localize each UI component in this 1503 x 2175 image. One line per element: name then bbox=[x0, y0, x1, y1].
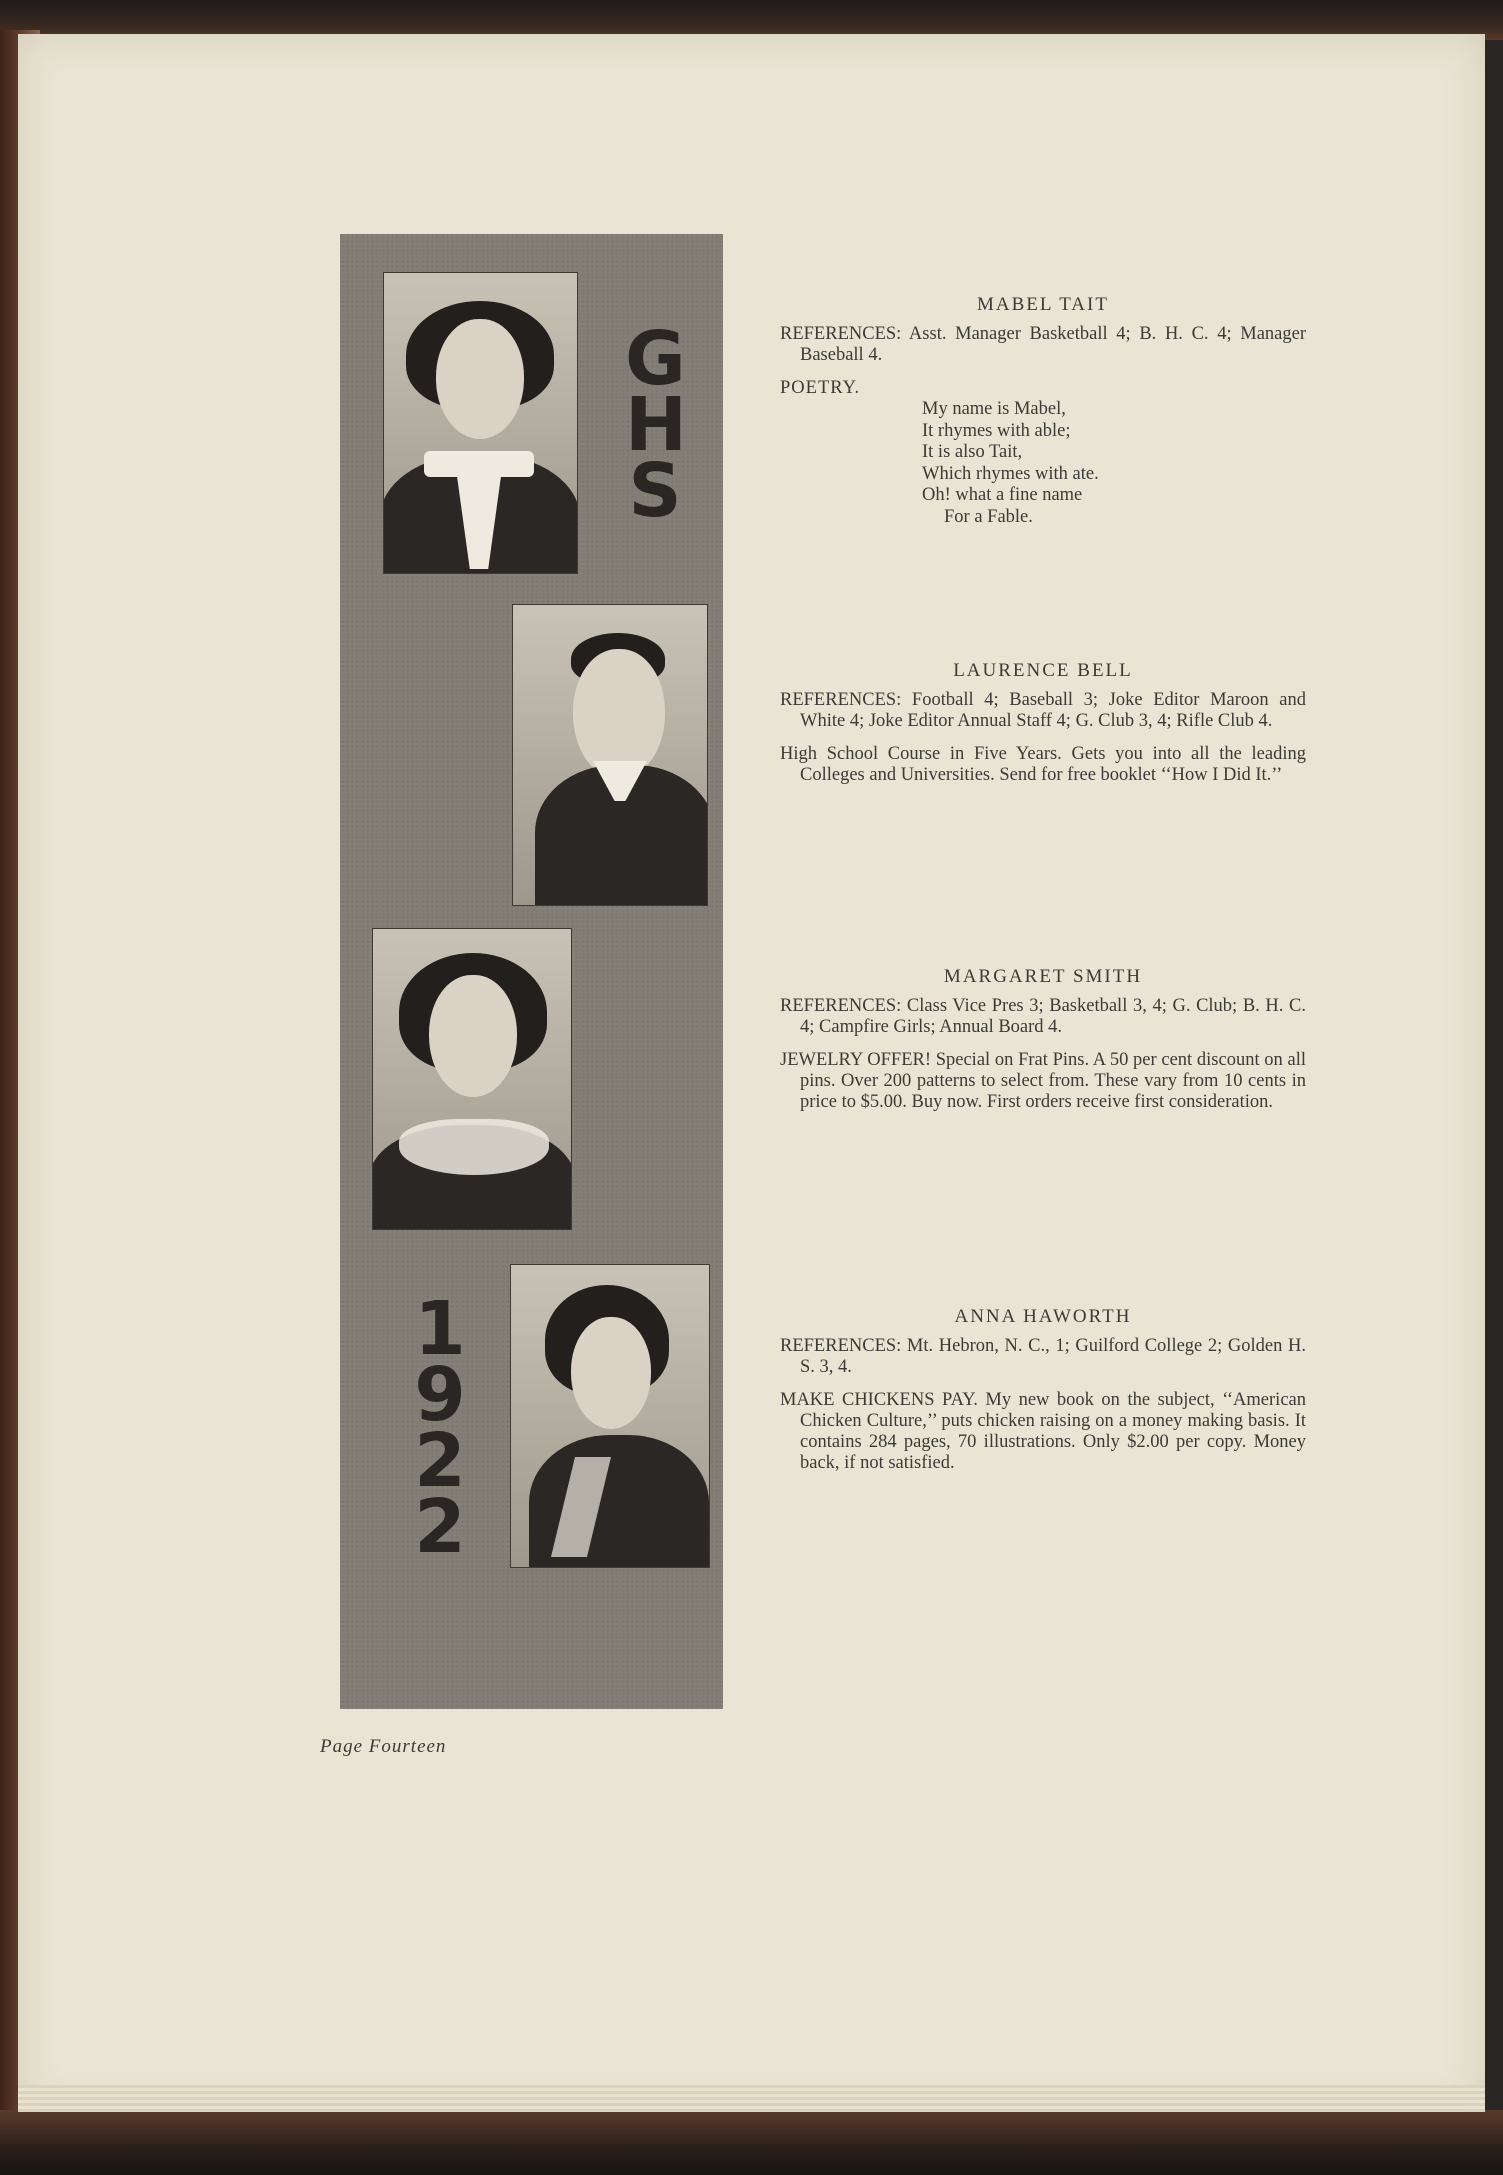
poem-label: POETRY. bbox=[780, 378, 861, 398]
entry-margaret-smith bbox=[780, 966, 1306, 1125]
ad-text: High School Course in Five Years. Gets you into all the leading Colleges and Universities. Send for free booklet ‘‘How I Did It.’’ bbox=[780, 744, 1306, 785]
references: REFERENCES: Class Vice Pres 3; Basketball 3, 4; G. Club; B. H. C. 4; Campfire Girls; Annual Board 4. bbox=[780, 996, 1306, 1037]
portrait-margaret-smith bbox=[372, 928, 572, 1230]
references: REFERENCES: Asst. Manager Basketball 4; B. H. C. 4; Manager Baseball 4. bbox=[780, 324, 1306, 365]
references: REFERENCES: Football 4; Baseball 3; Joke Editor Maroon and White 4; Joke Editor Annual Staff 4; G. Club 3, 4; Rifle Club 4. bbox=[780, 690, 1306, 731]
references: REFERENCES: Mt. Hebron, N. C., 1; Guilford College 2; Golden H. S. 3, 4. bbox=[780, 1336, 1306, 1377]
poem-line: Oh! what a fine name bbox=[922, 485, 1083, 505]
monogram-digit: 2 bbox=[414, 1418, 466, 1504]
monogram-letter: H bbox=[625, 382, 687, 468]
page-edges bbox=[18, 2085, 1485, 2111]
poem-line: It is also Tait, bbox=[922, 442, 1023, 462]
book-binding-bottom bbox=[0, 2110, 1503, 2175]
student-name: ANNA HAWORTH bbox=[954, 1306, 1132, 1327]
entry-mabel-tait bbox=[780, 294, 1306, 528]
monogram-digit: 9 bbox=[414, 1352, 466, 1438]
entry-anna-haworth bbox=[780, 1306, 1306, 1486]
monogram-1922 bbox=[410, 1286, 470, 1570]
ad-text: MAKE CHICKENS PAY. My new book on the subject, ‘‘American Chicken Culture,’’ puts chicken raising on a money making basis. It contains 284 pages, 70 illustrations. Only $2.00 per copy. Money back, if not satisfied. bbox=[780, 1390, 1306, 1473]
monogram-digit: 2 bbox=[414, 1484, 466, 1570]
portrait-mabel-tait bbox=[383, 272, 578, 574]
student-name: MABEL TAIT bbox=[977, 294, 1109, 315]
page-number: Page Fourteen bbox=[320, 1736, 447, 1757]
monogram-digit: 1 bbox=[414, 1286, 466, 1372]
poem-line: For a Fable. bbox=[944, 506, 1033, 527]
student-name: MARGARET SMITH bbox=[943, 966, 1143, 987]
ad-text: JEWELRY OFFER! Special on Frat Pins. A 50 per cent discount on all pins. Over 200 patterns to select from. These vary from 10 cents in price to $5.00. Buy now. First orders receive first consideration. bbox=[780, 1050, 1306, 1112]
poem-line: My name is Mabel, bbox=[922, 399, 1066, 419]
entry-laurence-bell bbox=[780, 660, 1306, 798]
monogram-letter: S bbox=[628, 448, 682, 534]
poem-line: Which rhymes with ate. bbox=[922, 463, 1099, 484]
monogram-letter: G bbox=[625, 316, 686, 402]
photo-strip bbox=[340, 234, 723, 1709]
student-name: LAURENCE BELL bbox=[953, 660, 1133, 681]
poem bbox=[780, 378, 1306, 528]
portrait-anna-haworth bbox=[510, 1264, 710, 1568]
monogram-ghs bbox=[625, 316, 687, 534]
poem-line: It rhymes with able; bbox=[922, 420, 1071, 441]
portrait-laurence-bell bbox=[512, 604, 708, 906]
